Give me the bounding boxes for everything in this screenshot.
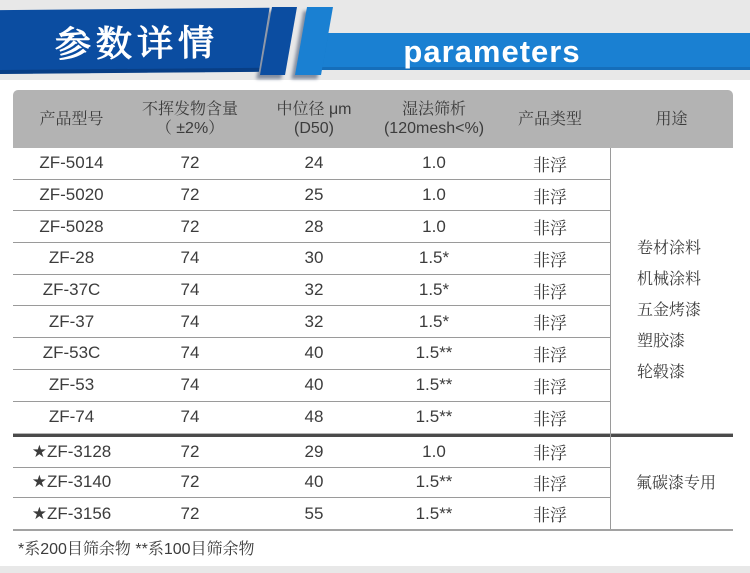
cell-d50: 25 [304,185,324,205]
cell-type: 非浮 [533,409,567,429]
cell-model: ZF-53 [48,375,95,395]
cell-type: 非浮 [533,444,567,464]
cell-model: ZF-37 [48,311,95,331]
cell-type: 非浮 [533,187,567,207]
cell-sieve: 1.5** [415,375,453,395]
column-header-1: 产品型号 [39,110,104,128]
use-item: 卷材涂料 [637,240,702,257]
use-item: 氟碳漆专用 [636,474,717,492]
cell-model: ZF-5020 [39,185,104,205]
cell-nonvolatile: 74 [180,407,200,427]
table-row [13,211,610,243]
cell-d50: 29 [304,441,324,461]
cell-sieve: 1.0 [422,216,446,236]
cell-d50: 40 [304,375,324,395]
table-row [13,402,610,434]
cell-d50: 40 [304,472,324,492]
table-bottom-line [13,529,733,531]
use-item: 轮毂漆 [637,364,686,381]
cell-type: 非浮 [533,314,567,334]
banner-chinese [0,8,270,74]
table-row [13,306,610,338]
cell-sieve: 1.5** [415,343,453,363]
use-item: 机械涂料 [637,271,702,288]
cell-d50: 55 [304,503,324,523]
table-row [13,338,610,370]
use-list-group-2 [611,437,733,529]
cell-nonvolatile: 72 [180,153,200,173]
table-row [13,437,610,468]
table-row [13,498,610,529]
cell-model: ZF-5028 [39,216,104,236]
cell-model: ★ZF-3140 [31,472,112,492]
banner-title-cn: 参数详情 [54,21,220,65]
table-row [13,243,610,275]
cell-d50: 30 [304,248,324,268]
banner-title-en: parameters [403,33,581,69]
cell-nonvolatile: 74 [180,311,200,331]
cell-d50: 48 [304,407,324,427]
table-row [13,148,610,180]
cell-nonvolatile: 72 [180,472,200,492]
cell-nonvolatile: 72 [180,441,200,461]
cell-sieve: 1.5** [415,503,453,523]
cell-nonvolatile: 74 [180,248,200,268]
column-header-5: 产品类型 [517,110,582,128]
use-item: 五金烤漆 [637,302,702,319]
cell-type: 非浮 [533,506,567,526]
cell-sieve: 1.5* [418,280,450,300]
cell-nonvolatile: 74 [180,375,200,395]
banner-english [312,33,750,70]
cell-sieve: 1.5** [415,407,453,427]
cell-model: ZF-28 [48,248,95,268]
column-header-6: 用途 [655,110,688,128]
column-header-3: 中位径 μm (D50) [276,101,352,137]
cell-sieve: 1.0 [422,153,446,173]
cell-type: 非浮 [533,250,567,270]
cell-sieve: 1.0 [422,441,446,461]
use-item: 塑胶漆 [637,333,686,350]
page-background-bottom [0,566,750,573]
cell-nonvolatile: 72 [180,216,200,236]
cell-type: 非浮 [533,155,567,175]
cell-sieve: 1.5* [418,248,450,268]
cell-model: ZF-5014 [39,153,104,173]
cell-model: ★ZF-3156 [31,503,112,523]
table-body-group-1 [13,148,610,433]
cell-nonvolatile: 74 [180,343,200,363]
table-body-group-2 [13,437,610,529]
use-list-group-1 [611,148,733,433]
table-row [13,180,610,212]
cell-type: 非浮 [533,219,567,239]
column-header-2: 不挥发物含量 （ ±2%） [141,101,238,137]
cell-d50: 24 [304,153,324,173]
cell-type: 非浮 [533,377,567,397]
cell-model: ★ZF-3128 [31,441,112,461]
cell-type: 非浮 [533,345,567,365]
cell-d50: 28 [304,216,324,236]
cell-nonvolatile: 74 [180,280,200,300]
cell-d50: 40 [304,343,324,363]
table-row [13,468,610,499]
table-row [13,275,610,307]
cell-nonvolatile: 72 [180,185,200,205]
table-row [13,370,610,402]
cell-d50: 32 [304,311,324,331]
table-header-row [13,90,733,148]
cell-sieve: 1.5* [418,311,450,331]
cell-nonvolatile: 72 [180,503,200,523]
cell-model: ZF-74 [48,407,95,427]
column-header-4: 湿法筛析 (120mesh<%) [383,101,485,137]
footnote: *系200目筛余物 **系100目筛余物 [18,541,255,558]
cell-sieve: 1.0 [422,185,446,205]
cell-sieve: 1.5** [415,472,453,492]
cell-type: 非浮 [533,474,567,494]
cell-model: ZF-53C [42,343,101,363]
cell-type: 非浮 [533,282,567,302]
cell-d50: 32 [304,280,324,300]
cell-model: ZF-37C [42,280,101,300]
